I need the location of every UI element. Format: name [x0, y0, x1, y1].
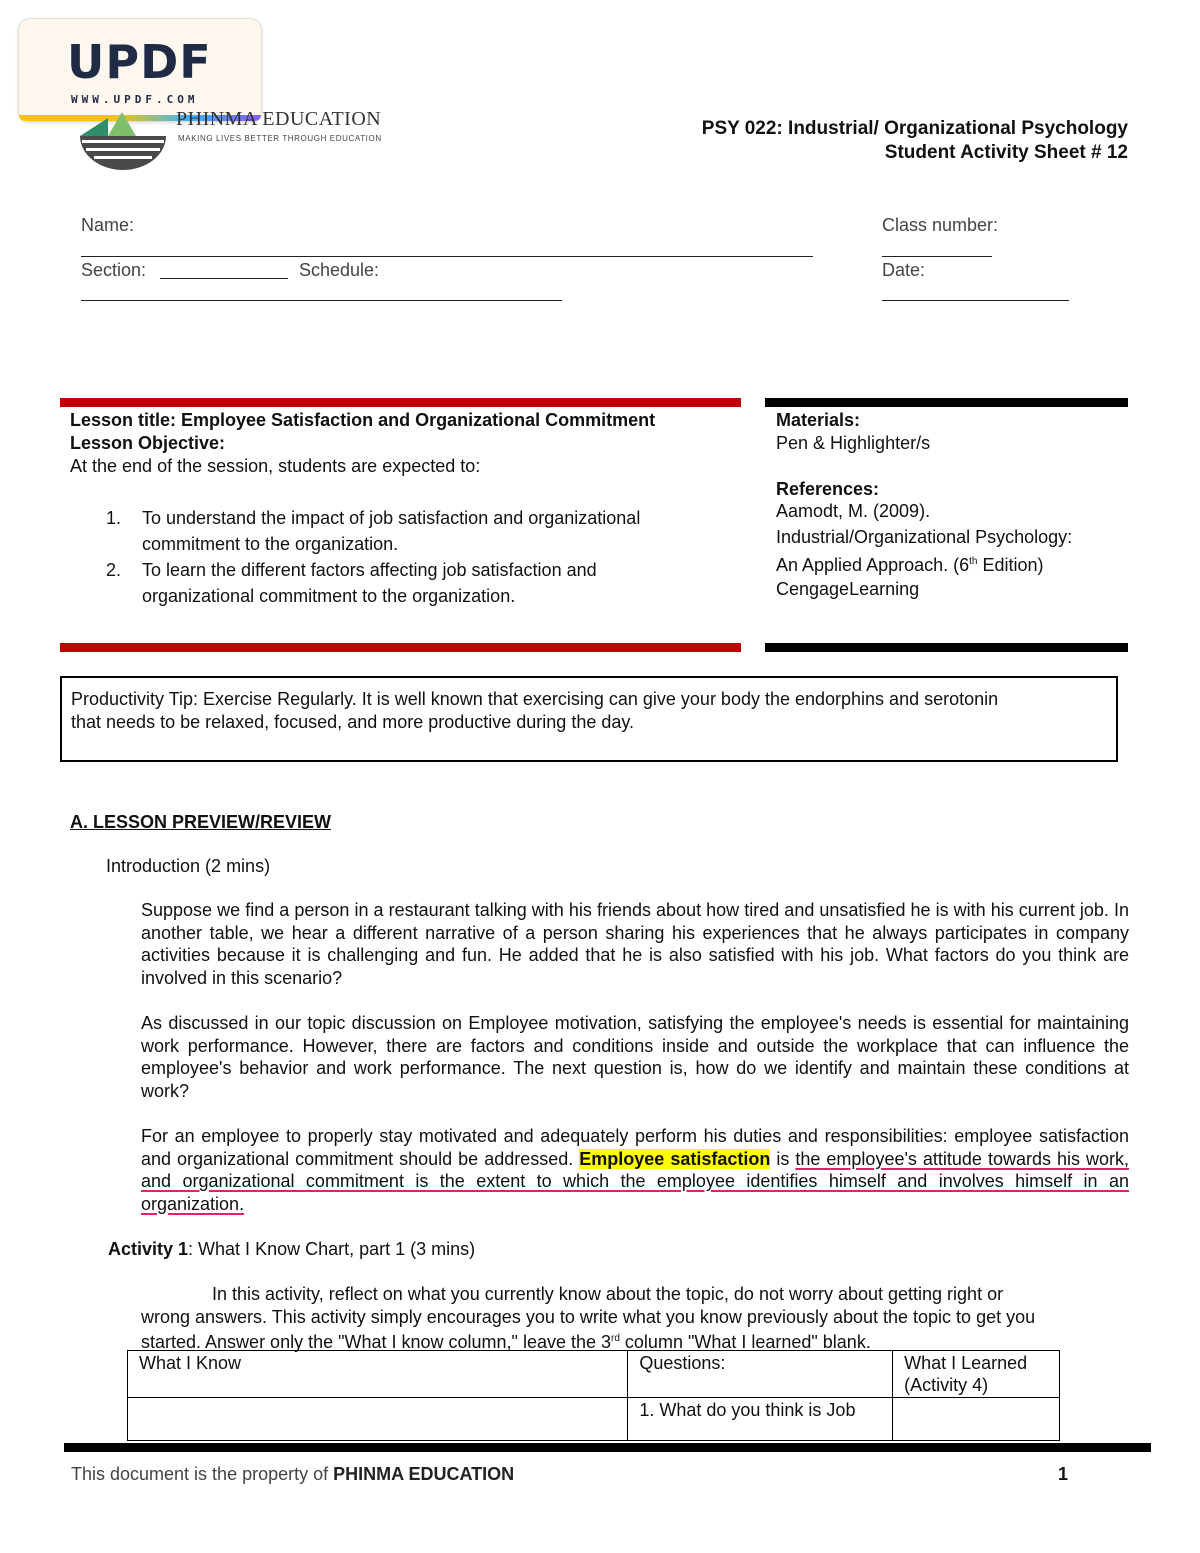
objective-text: To learn the different factors affecting job satisfaction and: [142, 560, 597, 580]
header-questions: Questions:: [628, 1351, 893, 1398]
lesson-objective-label: Lesson Objective:: [70, 433, 226, 453]
section-field[interactable]: [160, 278, 288, 279]
materials-top-bar: [765, 398, 1128, 407]
reference-superscript: th: [969, 556, 978, 567]
objective-text: To understand the impact of job satisfaction and organizational: [142, 508, 641, 528]
schedule-field[interactable]: [81, 300, 562, 301]
table-header-row: [128, 1351, 1060, 1398]
reference-line-1: Aamodt, M. (2009).: [776, 501, 931, 521]
page-number: 1: [1058, 1464, 1069, 1484]
table-row: [128, 1398, 1060, 1441]
org-tagline: MAKING LIVES BETTER THROUGH EDUCATION: [178, 134, 382, 143]
section-a-heading: A. LESSON PREVIEW/REVIEW: [70, 812, 332, 832]
objective-item: [70, 557, 750, 609]
name-label: Name:: [81, 215, 135, 235]
updf-logo: UPDF: [67, 35, 212, 89]
tip-line-2: that needs to be relaxed, focused, and more productive during the day.: [71, 712, 635, 732]
phinma-logo-icon: [78, 106, 168, 172]
reference-line-4: CengageLearning: [776, 579, 920, 599]
header-what-i-learned: What I Learned (Activity 4): [893, 1351, 1060, 1398]
intro-paragraph-3: [141, 1125, 1129, 1215]
lesson-top-bar: [60, 398, 741, 407]
footer-text: [71, 1463, 514, 1485]
footer-prefix: This document is the property of: [71, 1464, 334, 1484]
productivity-tip-box: [60, 676, 1118, 762]
sheet-title: Student Activity Sheet # 12: [884, 142, 1128, 163]
activity-1-line-3a: started. Answer only the "What I know column," leave the 3: [141, 1332, 612, 1352]
cell-what-i-know[interactable]: [128, 1398, 628, 1441]
activity-1-heading: [108, 1238, 475, 1260]
footer-bar: [64, 1443, 1151, 1452]
date-field[interactable]: [882, 300, 1069, 301]
para3-is: is: [776, 1148, 790, 1169]
reference-line-3b: Edition): [977, 555, 1044, 575]
intro-paragraph-1: Suppose we find a person in a restaurant talking with his friends about how tired and unsatisfied he is with his current job. In another table, we hear a different narrative of a person sharing his experiences that he always participates in company activities because it is challenging and fun. He added that he is also satisfied with his job. What factors do you think are involved in this scenario?: [141, 900, 1129, 988]
course-title: PSY 022: Industrial/ Organizational Psychology: [701, 118, 1128, 139]
activity-1-superscript: rd: [611, 1333, 620, 1344]
objective-text-cont: organizational commitment to the organization.: [142, 586, 516, 606]
objective-number: 2.: [106, 560, 122, 580]
activity-1-line-1: In this activity, reflect on what you currently know about the topic, do not worry about getting right or: [212, 1284, 1004, 1304]
definition-underlined: the employee's attitude towards his work, and organizational commitment is the extent to which the employee identifies himself and involves himself in an organization.: [141, 1148, 1129, 1214]
activity-1-label: Activity 1: [108, 1239, 189, 1259]
para3-start: For an employee to properly stay motivated and adequately perform his duties and responsibilities: employee satisfaction and organizational commitment should be addressed.: [141, 1126, 1129, 1169]
lesson-intro: At the end of the session, students are expected to:: [70, 456, 481, 476]
lesson-bottom-bar: [60, 643, 741, 652]
materials-label: Materials:: [776, 410, 861, 430]
employee-satisfaction-highlight: Employee satisfaction: [579, 1148, 771, 1169]
lesson-title: Lesson title: Employee Satisfaction and Organizational Commitment: [70, 410, 656, 430]
materials-value: Pen & Highlighter/s: [776, 433, 931, 453]
section-label: Section:: [81, 260, 147, 280]
class-number-field[interactable]: [882, 256, 992, 257]
class-number-label: Class number:: [882, 215, 999, 235]
reference-line-3a: An Applied Approach. (6: [776, 555, 970, 575]
objective-item: [70, 505, 750, 557]
cell-question: 1. What do you think is Job: [628, 1398, 893, 1441]
date-label: Date:: [882, 260, 926, 280]
org-name: PHINMA EDUCATION: [176, 108, 382, 130]
objectives-list: [70, 505, 750, 609]
schedule-label: Schedule:: [299, 260, 380, 280]
objective-number: 1.: [106, 508, 122, 528]
activity-1-line-2: wrong answers. This activity simply encourages you to write what you know previously about the topic to get you: [141, 1307, 1036, 1327]
kwl-chart-table: [127, 1350, 1060, 1441]
materials-bottom-bar: [765, 643, 1128, 652]
header-what-i-know: What I Know: [128, 1351, 628, 1398]
reference-line-2: Industrial/Organizational Psychology:: [776, 527, 1073, 547]
introduction-label: Introduction (2 mins): [106, 856, 271, 876]
activity-1-title: : What I Know Chart, part 1 (3 mins): [188, 1239, 476, 1259]
name-field[interactable]: [81, 256, 813, 257]
intro-paragraph-2: As discussed in our topic discussion on Employee motivation, satisfying the employee's needs is essential for maintaining work performance. However, there are factors and conditions inside and outside the workplace that can influence the employee's behavior and work performance. The next question is, how do we identify and maintain these conditions at work?: [141, 1013, 1129, 1101]
objective-text-cont: commitment to the organization.: [142, 534, 399, 554]
cell-what-i-learned[interactable]: [893, 1398, 1060, 1441]
reference-line-3: [776, 551, 1044, 576]
updf-url: WWW.UPDF.COM: [71, 93, 199, 106]
activity-1-line-3b: column "What I learned" blank.: [619, 1332, 871, 1352]
footer-owner: PHINMA EDUCATION: [333, 1464, 515, 1484]
references-label: References:: [776, 479, 880, 499]
tip-line-1: Productivity Tip: Exercise Regularly. It is well known that exercising can give your body the endorphins and serotonin: [71, 689, 999, 709]
